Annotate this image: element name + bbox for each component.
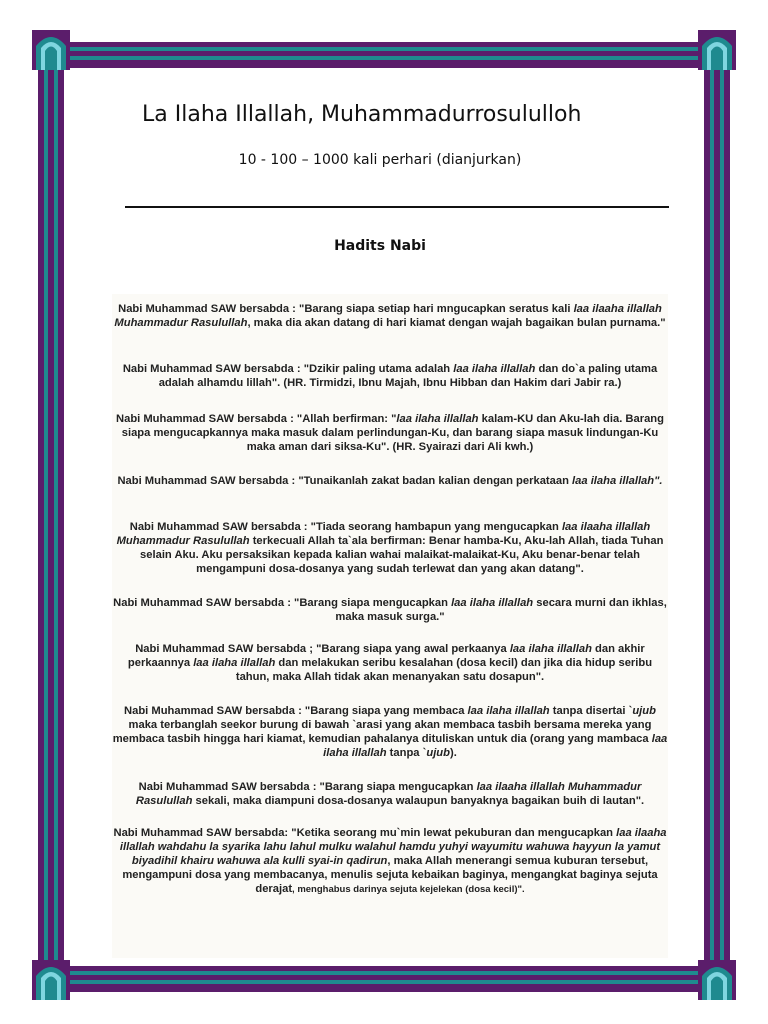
hadith-paragraph [112,596,668,624]
hadith-text: Nabi Muhammad SAW bersabda : "Allah berfirman: " [116,413,397,425]
hadith-text: , maka Allah menerangi semua kuburan tersebut, mengampuni dosa yang membacanya, menulis sejuta kebaikan baginya, mengangkat baginya sejuta derajat [122,855,658,895]
hadith-italic-phrase: laa ilaaha illallah Muhammadur Rasulullah [116,521,651,547]
hadith-paragraph [112,302,668,330]
hadith-paragraph [112,474,668,488]
hadith-text: sekali, maka diampuni dosa-dosanya walaupun banyaknya bagaikan buih di lautan". [192,795,645,807]
hadith-text: ). [449,747,457,759]
hadith-italic-phrase: laa ilaaha illallah Muhammadur Rasulullah [114,303,662,329]
frame-bottom-border [48,966,720,992]
hadith-italic-phrase: laa ilaha illallah [323,733,668,759]
hadith-italic-phrase: laa ilaaha illallah wahdahu la syarika lahu lahul mulku walahul hamdu yuhyi wayumitu wahuwa hayyun la yamut biyadihil khairu wahuwa ala kulli syai-in qadirun [119,827,667,867]
hadith-text: tanpa ` [386,747,427,759]
hadith-paragraph [112,412,668,454]
hadith-text: Nabi Muhammad SAW bersabda : "Barang siapa mengucapkan [138,781,477,793]
hadith-paragraph [112,520,668,576]
hadith-list [112,294,668,958]
hadith-text: dan melakukan seribu kesalahan (dosa kecil) dan jika dia hidup seribu tahun, maka Allah tidak akan menanyakan satu dosapun". [235,657,653,683]
hadith-text: tanpa disertai ` [549,705,633,717]
arch-corner-icon [698,30,736,70]
hadith-italic-phrase: laa ilaha illallah [453,363,536,375]
hadith-text: Nabi Muhammad SAW bersabda ; "Barang siapa yang awal perkaanya [135,643,510,655]
hadith-text: Nabi Muhammad SAW bersabda: "Ketika seorang mu`min lewat pekuburan dan mengucapkan [113,827,617,839]
arch-corner-icon [698,960,736,1000]
page-subtitle: 10 - 100 – 1000 kali perhari (dianjurkan) [238,152,522,168]
page-title: La Ilaha Illallah, Muhammadurrosululloh [142,102,582,127]
arch-corner-icon [32,30,70,70]
hadith-text: Nabi Muhammad SAW bersabda : "Tunaikanlah zakat badan kalian dengan perkataan [117,475,573,487]
hadith-text: secara murni dan ikhlas, maka masuk surga." [335,597,667,623]
hadith-text: Nabi Muhammad SAW bersabda : "Barang siapa yang membaca [124,705,468,717]
hadith-italic-phrase: laa ilaha illallah [509,643,592,655]
hadith-italic-phrase: laa ilaaha illallah Muhammadur Rasulullah [135,781,642,807]
hadith-text: , menghabus darinya sejuta kejelekan (dosa kecil)". [292,884,525,895]
hadith-italic-phrase: laa ilaha illallah [467,705,550,717]
hadith-paragraph [112,780,668,808]
hadith-text: Nabi Muhammad SAW bersabda : "Barang siapa setiap hari mngucapkan seratus kali [118,303,574,315]
hadith-paragraph [112,362,668,390]
frame-right-border [704,60,730,972]
hadith-text: dan do`a paling utama adalah alhamdu lillah". (HR. Tirmidzi, Ibnu Majah, Ibnu Hibban dan Hakim dari Jabir ra.) [158,363,658,389]
hadith-text: terkecuali Allah ta`ala berfirman: Benar hamba-Ku, Aku-lah Allah, tiada Tuhan selain Aku. Aku persaksikan kepada kalian wahai malaikat-malaikat-Ku, Aku benar-benar telah mengampuni dosa-dosanya yang sudah terlewat dan yang akan datang". [140,535,664,575]
hadith-paragraph [112,704,668,760]
hadith-italic-phrase: laa ilaha illallah [451,597,534,609]
hadith-text: maka terbanglah seekor burung di bawah `arasi yang akan membaca tasbih bersama mereka yang membaca tasbih hingga hari kiamat, kemudian pahalanya dituliskan untuk dia (orang yang mambaca [112,719,652,745]
hadith-italic-phrase: ujub [632,705,656,717]
frame-top-border [48,42,720,68]
hadith-text: kalam-KU dan Aku-lah dia. Barang siapa mengucapkannya maka masuk dalam perlindungan-Ku, dan barang siapa masuk lindungan-Ku maka aman dari siksa-Ku". (HR. Syairazi dari Ali kwh.) [121,413,664,453]
hadith-paragraph [112,642,668,684]
hadith-paragraph [112,826,668,897]
hadith-italic-phrase: laa ilaha illallah [396,413,479,425]
hadith-text: dan akhir perkaannya [127,643,645,669]
section-heading: Hadits Nabi [334,238,426,254]
hadith-italic-phrase: laa ilaha illallah [193,657,276,669]
hadith-text: Nabi Muhammad SAW bersabda : "Tiada seorang hambapun yang mengucapkan [129,521,562,533]
hadith-text: , maka dia akan datang di hari kiamat dengan wajah bagaikan bulan purnama." [247,317,666,329]
hadith-text: Nabi Muhammad SAW bersabda : "Dzikir paling utama adalah [122,363,454,375]
arch-corner-icon [32,960,70,1000]
frame-left-border [38,60,64,972]
hadith-text: Nabi Muhammad SAW bersabda : "Barang siapa mengucapkan [113,597,452,609]
divider [125,206,669,208]
hadith-italic-phrase: laa ilaha illallah". [572,475,663,487]
hadith-italic-phrase: ujub [426,747,450,759]
